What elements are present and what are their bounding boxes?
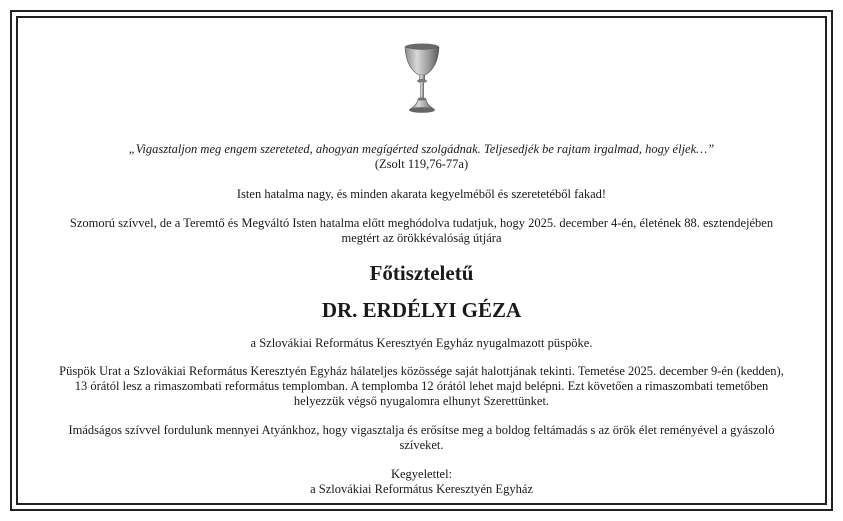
bible-reference: (Zsolt 119,76-77a) — [374, 157, 469, 171]
death-announcement: Szomorú szívvel, de a Teremtő és Megváltó Isten hatalma előtt meghódolva tudatjuk, hogy 2025. december 4-én, életének 88. esztendejében megtért az örökkévalóság útjára — [69, 216, 774, 245]
closing-salutation: Kegyelettel: — [390, 467, 453, 481]
honorific-title: Főtiszteletű — [369, 261, 474, 285]
deceased-name: DR. ERDÉLYI GÉZA — [321, 298, 522, 322]
faith-statement: Isten hatalma nagy, és minden akarata kegyelméből és szeretetéből fakad! — [236, 187, 607, 201]
funeral-details: Püspök Urat a Szlovákiai Református Keresztyén Egyház hálateljes közössége saját halottjának tekinti. Temetése 2025. december 9-én (kedden), 13 órától lesz a rimaszombati református templomban. A templomba 12 órától lehet majd belépni. Ezt követően a rimaszombati temetőben helyezzük végső nyugalomra elhunyt Szerettünket. — [59, 364, 784, 408]
chalice-icon — [402, 42, 442, 114]
bible-quote: „Vigasztaljon meg engem szereteted, ahogyan megígérted szolgádnak. Teljesedjék be rajtam irgalmad, hogy éljek…” — [128, 142, 715, 156]
closing-signature: a Szlovákiai Református Keresztyén Egyház — [310, 482, 533, 496]
obituary-notice — [30, 30, 813, 497]
prayer-text: Imádságos szívvel fordulunk mennyei Atyánkhoz, hogy vigasztalja és erősítse meg a boldog feltámadás s az örök élet reményével a gyászoló szíveket. — [68, 423, 775, 452]
deceased-role: a Szlovákiai Református Keresztyén Egyház nyugalmazott püspöke. — [250, 336, 593, 350]
